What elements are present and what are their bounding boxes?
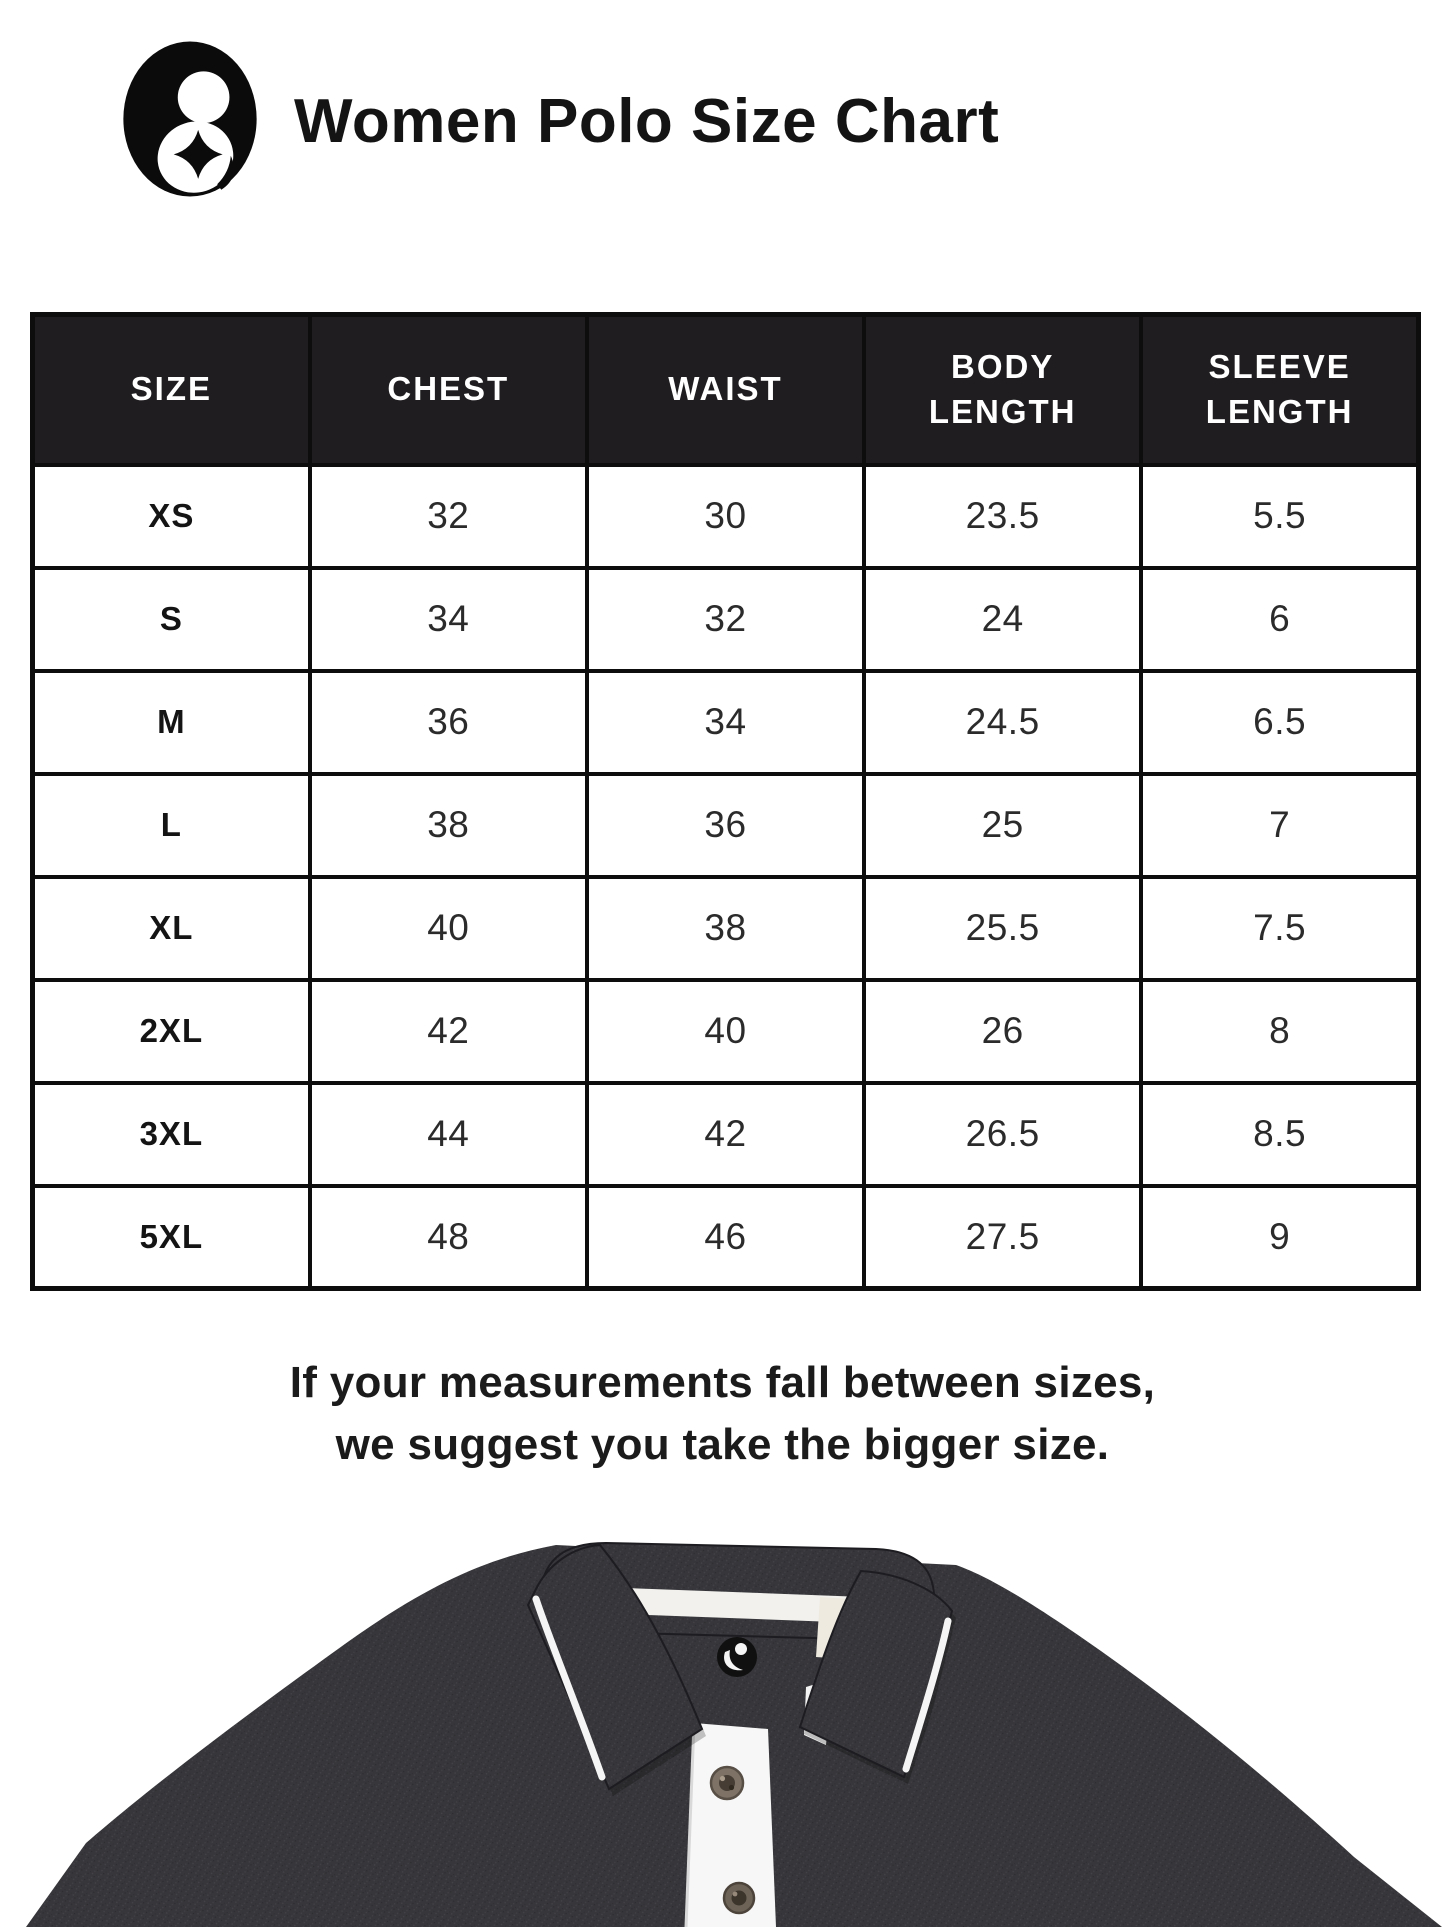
size-cell: 5XL [33,1186,310,1289]
table-row [33,1186,1419,1289]
sleeve-length-cell: 9 [1141,1186,1418,1289]
size-cell: XL [33,877,310,980]
chest-cell: 44 [310,1083,587,1186]
chest-cell: 38 [310,774,587,877]
size-cell: 2XL [33,980,310,1083]
shirt-button-top [711,1767,743,1799]
body-length-cell: 27.5 [864,1186,1141,1289]
body-length-cell: 24 [864,568,1141,671]
column-header-chest: CHEST [310,315,587,465]
sleeve-length-cell: 6.5 [1141,671,1418,774]
shirt-button-bottom [724,1883,754,1913]
table-row [33,980,1419,1083]
chest-cell: 34 [310,568,587,671]
table-row [33,774,1419,877]
size-cell: 3XL [33,1083,310,1186]
waist-cell: 46 [587,1186,864,1289]
sleeve-length-cell: 8.5 [1141,1083,1418,1186]
polo-shirt-photo [0,1537,1445,1927]
chest-cell: 40 [310,877,587,980]
table-row [33,671,1419,774]
body-length-cell: 24.5 [864,671,1141,774]
waist-cell: 34 [587,671,864,774]
waist-cell: 40 [587,980,864,1083]
chest-cell: 42 [310,980,587,1083]
fit-note [0,1352,1445,1477]
waist-cell: 36 [587,774,864,877]
waist-cell: 42 [587,1083,864,1186]
chest-cell: 48 [310,1186,587,1289]
waist-cell: 32 [587,568,864,671]
column-header-body-length: BODY LENGTH [864,315,1141,465]
table-row [33,877,1419,980]
table-row [33,568,1419,671]
sleeve-length-cell: 7.5 [1141,877,1418,980]
body-length-cell: 25 [864,774,1141,877]
waist-cell: 30 [587,465,864,568]
body-length-cell: 26.5 [864,1083,1141,1186]
table-row [33,1083,1419,1186]
waist-cell: 38 [587,877,864,980]
size-cell: S [33,568,310,671]
fit-note-line-1: If your measurements fall between sizes, [289,1358,1156,1407]
body-length-cell: 26 [864,980,1141,1083]
size-cell: M [33,671,310,774]
sleeve-length-cell: 5.5 [1141,465,1418,568]
body-length-cell: 23.5 [864,465,1141,568]
column-header-size: SIZE [33,315,310,465]
sleeve-length-cell: 8 [1141,980,1418,1083]
brand-header [122,40,999,198]
table-row [33,465,1419,568]
table-header-row [33,315,1419,465]
shirt-brand-logo-print [717,1637,757,1677]
column-header-sleeve-length: SLEEVE LENGTH [1141,315,1418,465]
size-cell: L [33,774,310,877]
page-title: Women Polo Size Chart [294,87,1000,156]
sleeve-length-cell: 6 [1141,568,1418,671]
chest-cell: 36 [310,671,587,774]
sleeve-length-cell: 7 [1141,774,1418,877]
fit-note-line-2: we suggest you take the bigger size. [335,1420,1110,1470]
size-chart-table [30,312,1421,1291]
brand-logo-mother-baby-icon [122,40,258,198]
body-length-cell: 25.5 [864,877,1141,980]
size-cell: XS [33,465,310,568]
column-header-waist: WAIST [587,315,864,465]
chest-cell: 32 [310,465,587,568]
